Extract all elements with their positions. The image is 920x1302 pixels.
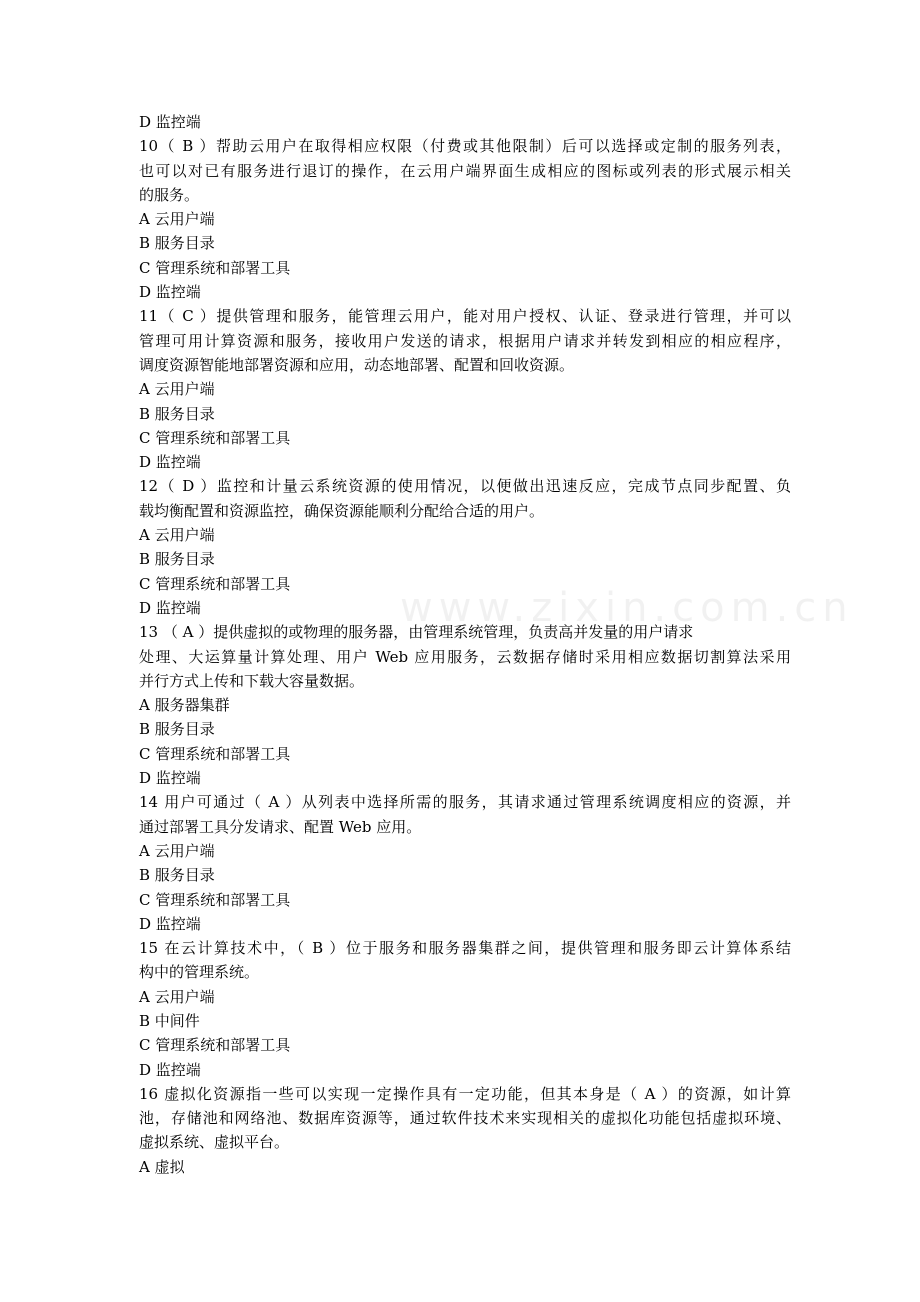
document-body: [139, 110, 791, 1179]
text-line: 12（ D ）监控和计量云系统资源的使用情况，以便做出迅速反应，完成节点同步配置、负: [139, 477, 791, 496]
text-line: C 管理系统和部署工具: [139, 428, 291, 447]
text-line: A 云用户端: [139, 210, 215, 229]
text-line: 14 用户可通过（ A ）从列表中选择所需的服务，其请求通过管理系统调度相应的资源，并: [139, 793, 791, 812]
text-line: 处理、大运算量计算处理、用户 Web 应用服务，云数据存储时采用相应数据切割算法采用: [139, 647, 791, 666]
text-line: 10（ B ）帮助云用户在取得相应权限（付费或其他限制）后可以选择或定制的服务列表，: [139, 137, 791, 156]
text-line: B 服务目录: [139, 550, 215, 569]
text-line: D 监控端: [139, 113, 201, 131]
text-line: A 云用户端: [139, 526, 215, 545]
text-line: B 服务目录: [139, 234, 215, 253]
text-line: C 管理系统和部署工具: [139, 574, 291, 593]
text-line: B 服务目录: [139, 866, 215, 885]
text-line: C 管理系统和部署工具: [139, 890, 291, 909]
text-line: 管理可用计算资源和服务，接收用户发送的请求，根据用户请求并转发到相应的相应程序，: [139, 331, 791, 350]
text-line: D 监控端: [139, 453, 201, 472]
text-line: A 云用户端: [139, 987, 215, 1006]
text-line: 11（ C ）提供管理和服务，能管理云用户，能对用户授权、认证、登录进行管理，并可以: [139, 307, 791, 326]
text-line: B 中间件: [139, 1011, 200, 1030]
text-line: 虚拟系统、虚拟平台。: [139, 1133, 290, 1152]
text-line: 的服务。: [139, 185, 200, 204]
text-line: B 服务目录: [139, 720, 215, 739]
text-line: D 监控端: [139, 1060, 201, 1079]
text-line: 也可以对已有服务进行退订的操作，在云用户端界面生成相应的图标或列表的形式展示相关: [139, 161, 791, 180]
text-line: 池，存储池和网络池、数据库资源等，通过软件技术来实现相关的虚拟化功能包括虚拟环境、: [139, 1109, 791, 1128]
text-line: 构中的管理系统。: [139, 963, 260, 982]
text-line: 载均衡配置和资源监控，确保资源能顺利分配给合适的用户。: [139, 501, 545, 520]
text-line: A 云用户端: [139, 841, 215, 860]
text-line: 13 （ A ）提供虚拟的或物理的服务器，由管理系统管理，负责高并发量的用户请求: [139, 623, 694, 642]
text-line: C 管理系统和部署工具: [139, 744, 291, 763]
text-line: D 监控端: [139, 914, 201, 933]
text-line: 通过部署工具分发请求、配置 Web 应用。: [139, 817, 422, 836]
text-line: 调度资源智能地部署资源和应用，动态地部署、配置和回收资源。: [139, 355, 575, 374]
text-line: D 监控端: [139, 769, 201, 788]
text-line: A 虚拟: [139, 1157, 185, 1176]
text-line: C 管理系统和部署工具: [139, 1036, 291, 1055]
watermark-text: www.zixin.com.cn: [400, 585, 854, 631]
text-line: D 监控端: [139, 598, 201, 617]
text-line: 并行方式上传和下载大容量数据。: [139, 671, 365, 690]
text-line: D 监控端: [139, 283, 201, 302]
text-line: B 服务目录: [139, 404, 215, 423]
text-line: 16 虚拟化资源指一些可以实现一定操作具有一定功能，但其本身是（ A ）的资源，如计算: [139, 1084, 791, 1103]
text-line: A 云用户端: [139, 380, 215, 399]
text-line: 15 在云计算技术中，（ B ）位于服务和服务器集群之间，提供管理和服务即云计算体系结: [139, 939, 791, 958]
text-line: A 服务器集群: [139, 696, 230, 715]
text-line: C 管理系统和部署工具: [139, 258, 291, 277]
